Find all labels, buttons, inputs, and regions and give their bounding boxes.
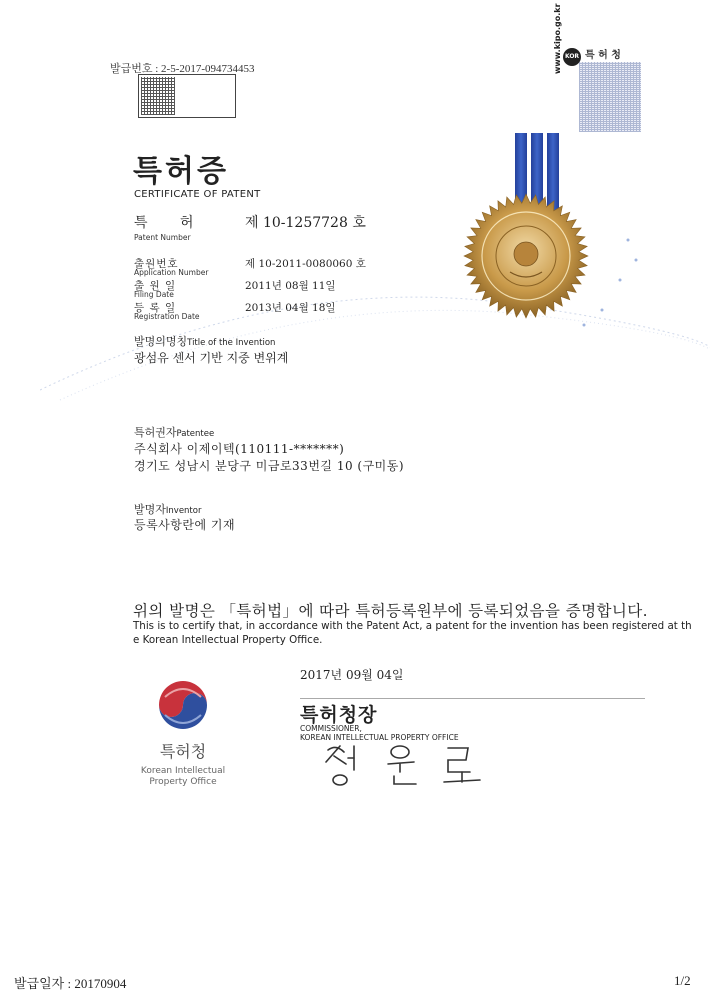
barcode [138,74,236,118]
qr-code [579,62,641,132]
invention-title-value: 광섬유 센서 기반 지중 변위계 [134,351,289,365]
verification-qr-block [553,3,645,136]
kipo-badge: KOR [563,48,581,66]
invention-title-label-en: Title of the Invention [187,338,276,348]
declaration-ko: 위의 발명은 「특허법」에 따라 특허등록원부에 등록되었음을 증명합니다. [133,602,648,620]
application-number-label: 출원번호 [134,258,179,270]
kipo-url: www.kipo.go.kr [553,3,562,74]
patentee-name: 주식회사 이제이텍(110111-*******) [134,442,345,456]
filing-date-sublabel: Filing Date [134,290,174,299]
inventor-label-en: Inventor [165,506,202,516]
registration-date-label: 등 록 일 [134,302,177,314]
commissioner-title-ko: 특허청장 [300,704,378,726]
certificate-title-ko: 특허증 [133,154,229,189]
inventor-label [134,501,201,517]
patentee-label [134,424,214,440]
footer-issue-date: 발급일자 : 20170904 [14,976,127,991]
kipo-logo-ko: 특허청 [159,742,207,761]
commissioner-signature [318,738,508,790]
commissioner-en-line2: KOREAN INTELLECTUAL PROPERTY OFFICE [300,733,459,742]
kipo-logo-en-line2: Property Office [149,777,217,787]
registration-date-sublabel: Registration Date [134,312,200,321]
invention-title-label-ko: 발명의명칭 [134,335,188,348]
patentee-address: 경기도 성남시 분당구 미금로33번길 10 (구미동) [134,459,405,473]
patentee-label-en: Patentee [176,429,215,439]
issue-number: 발급번호 : 2-5-2017-094734453 [110,63,255,75]
declaration-en-line1: This is to certify that, in accordance with the Patent Act, a patent for the invention has been registered at th [133,620,692,632]
application-number-value: 제 10-2011-0080060 호 [245,258,366,270]
patent-number-label: 특 허 [134,215,208,231]
footer-page-number: 1/2 [674,973,691,988]
filing-date-label: 출 원 일 [134,280,177,292]
patentee-label-ko: 특허권자 [134,426,177,439]
patent-number-value: 제 10-1257728 호 [245,215,366,231]
kipo-logo-en-line1: Korean Intellectual [140,766,226,776]
registration-date-value: 2013년 04월 18일 [245,302,336,314]
declaration-en-line2: e Korean Intellectual Property Office. [133,634,323,646]
taegeuk-emblem-icon [151,675,215,735]
inventor-value: 등록사항란에 기재 [134,518,236,532]
kipo-logo [135,675,235,793]
kipo-label: 특 허 청 [585,50,621,61]
certificate-title-en: CERTIFICATE OF PATENT [134,189,261,200]
commissioner-en-line1: COMMISSIONER, [300,724,362,733]
invention-title-label [134,333,275,349]
inventor-label-ko: 발명자 [134,503,166,516]
barcode-pattern [141,77,175,115]
issuance-date: 2017년 09월 04일 [300,668,404,682]
filing-date-value: 2011년 08월 11일 [245,280,336,292]
application-number-sublabel: Application Number [134,268,209,277]
commissioner-divider [300,698,645,699]
gold-seal [462,192,590,320]
patent-number-sublabel: Patent Number [134,233,191,242]
